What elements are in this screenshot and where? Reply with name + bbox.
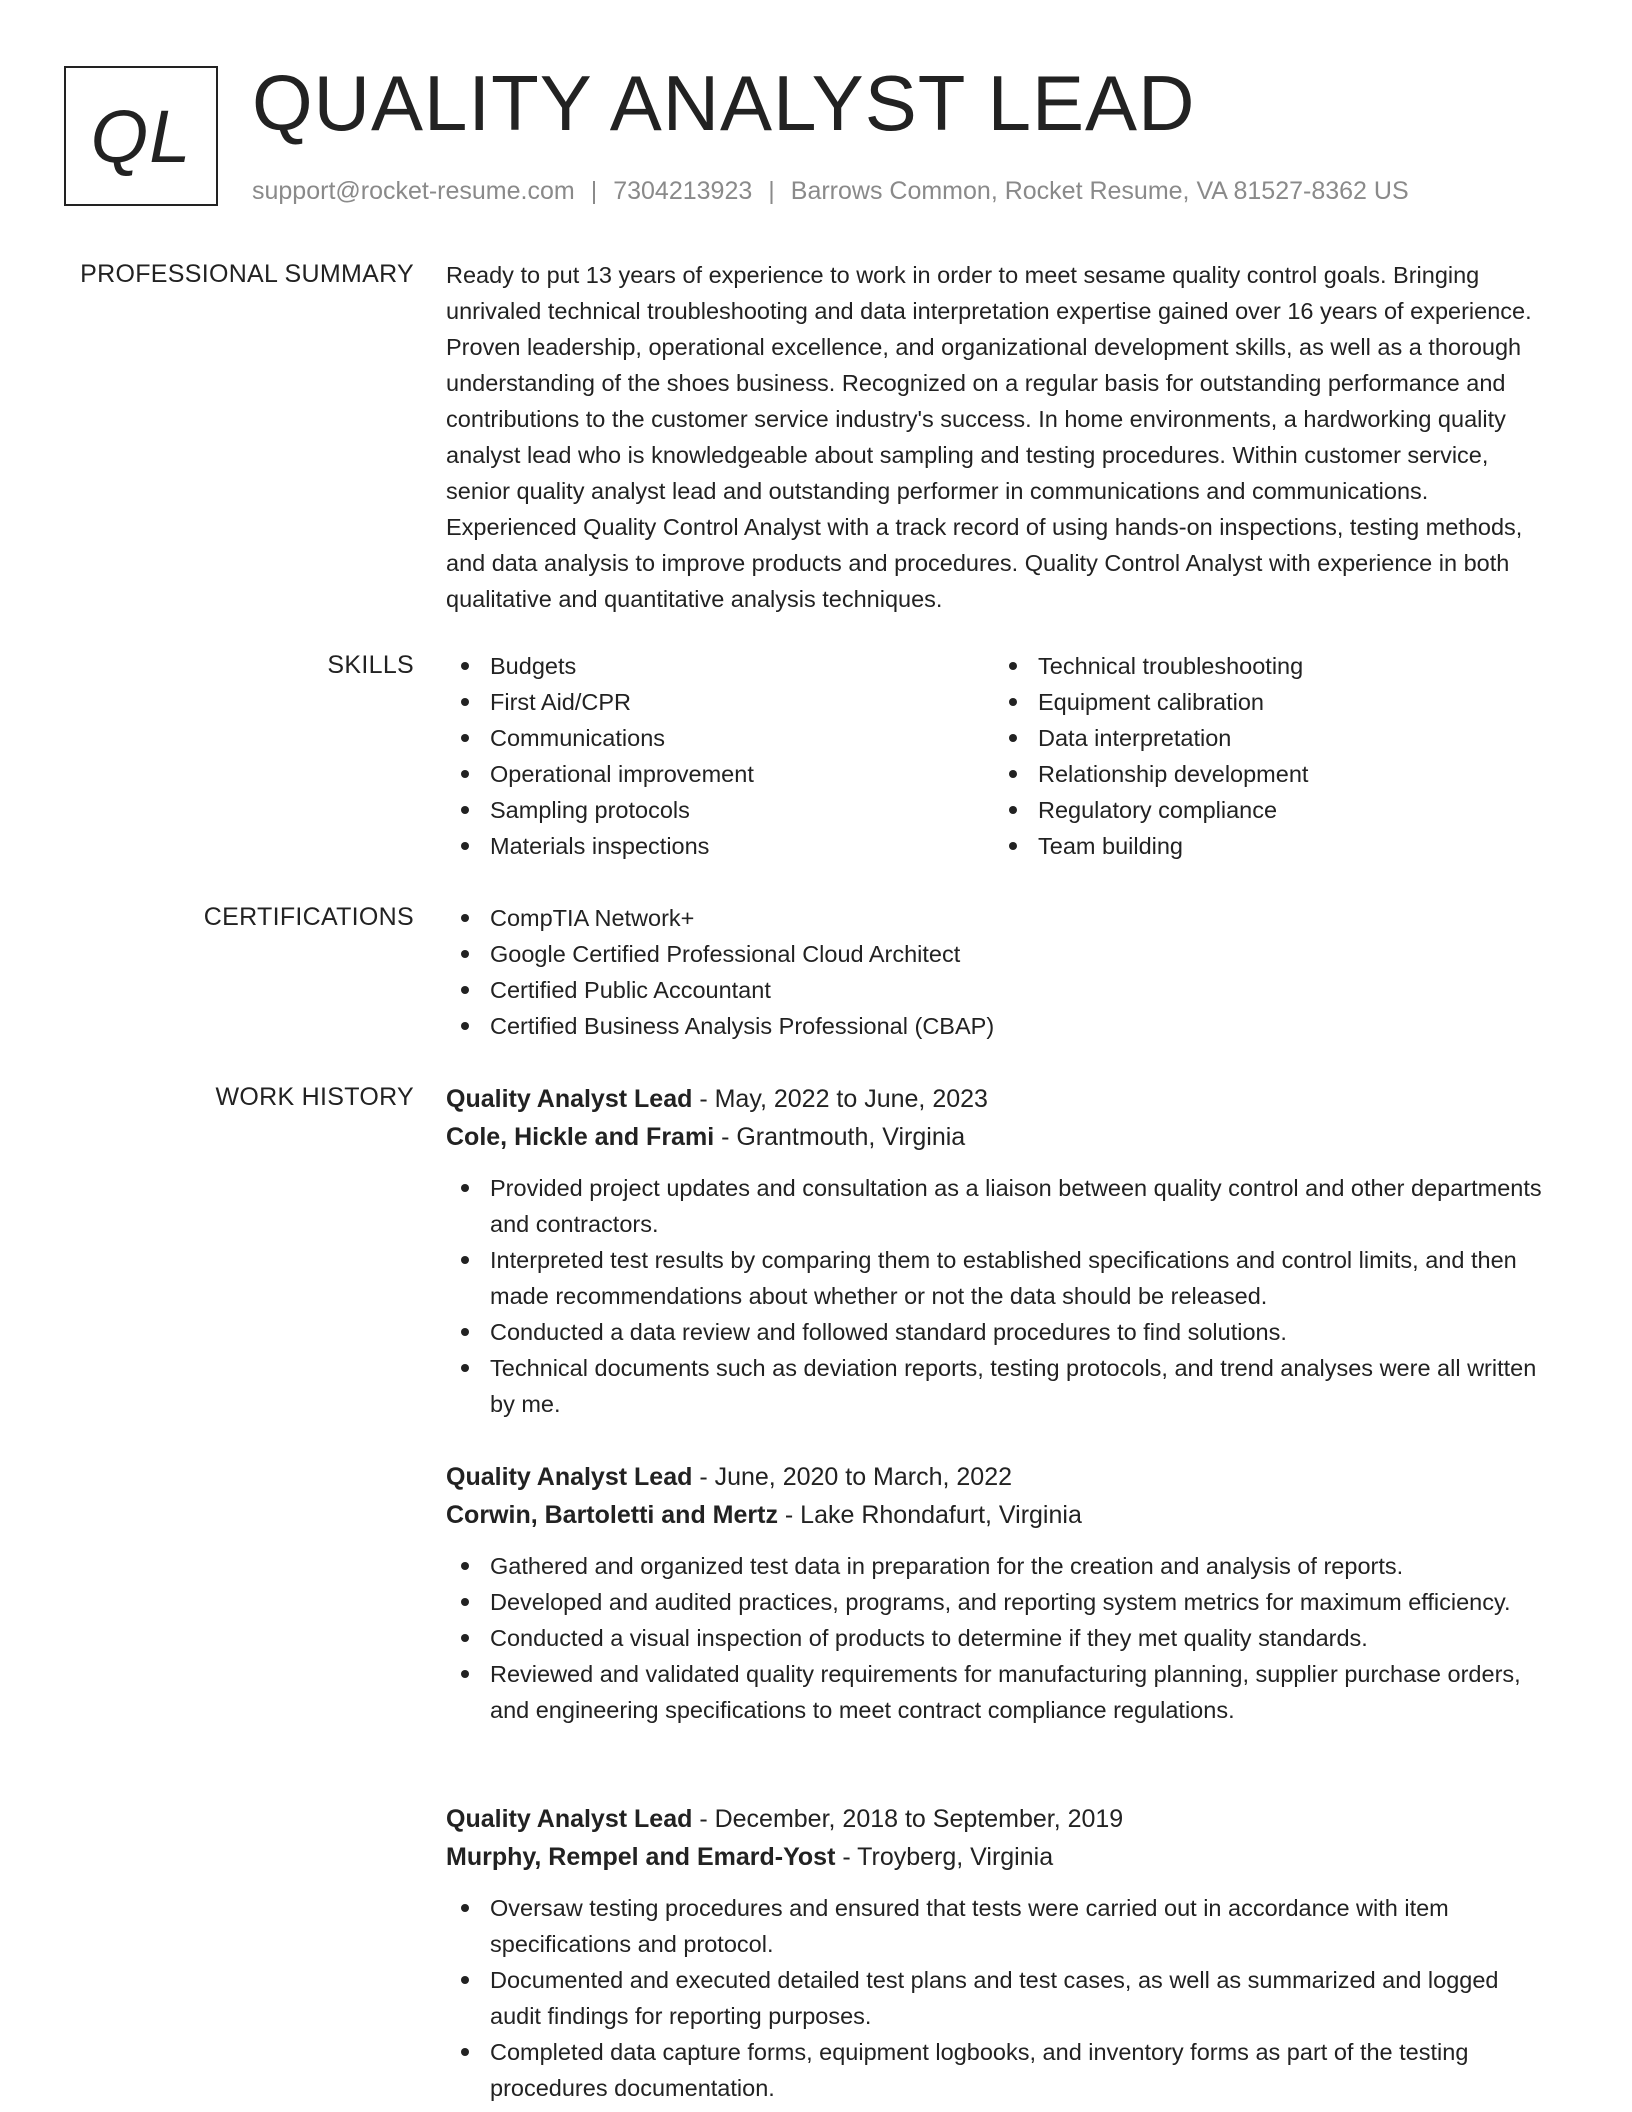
- job-bullet: Oversaw testing procedures and ensured that tests were carried out in accordance with item specifications and protocol.: [446, 1890, 1551, 1962]
- job-location: - Grantmouth, Virginia: [714, 1123, 966, 1151]
- certification-item: Certified Public Accountant: [446, 972, 1551, 1008]
- skill-item: Relationship development: [994, 756, 1542, 792]
- section-label-work-history: WORK HISTORY: [215, 1083, 414, 1111]
- job-bullet: Gathered and organized test data in preparation for the creation and analysis of reports.: [446, 1548, 1551, 1584]
- skills-list-right: [994, 648, 1542, 864]
- skill-item: Data interpretation: [994, 720, 1542, 756]
- job-title: Quality Analyst Lead: [446, 1805, 693, 1833]
- monogram-box: [64, 66, 218, 206]
- certification-item: Certified Business Analysis Professional (CBAP): [446, 1008, 1551, 1044]
- job-bullet: Technical documents such as deviation reports, testing protocols, and trend analyses were all written by me.: [446, 1350, 1551, 1422]
- skills-list-left: [446, 648, 994, 864]
- job-company: Murphy, Rempel and Emard-Yost: [446, 1843, 836, 1871]
- job-company-line: [446, 1118, 1551, 1156]
- job-entry: [446, 1080, 1551, 1422]
- skill-item: Budgets: [446, 648, 994, 684]
- job-dates: - May, 2022 to June, 2023: [692, 1085, 988, 1113]
- job-company-line: [446, 1838, 1551, 1876]
- job-bullet: Provided project updates and consultation as a liaison between quality control and other departments and contractors.: [446, 1170, 1551, 1242]
- contact-separator: |: [590, 177, 598, 205]
- skill-item: Materials inspections: [446, 828, 994, 864]
- monogram-initials: QL: [90, 94, 192, 178]
- job-entry: [446, 1800, 1551, 2106]
- certifications-section: [446, 900, 1551, 1044]
- job-company-line: [446, 1496, 1551, 1534]
- job-bullets: [446, 1170, 1551, 1422]
- skill-item: Equipment calibration: [994, 684, 1542, 720]
- job-bullets: [446, 1890, 1551, 2106]
- job-bullets: [446, 1548, 1551, 1728]
- certification-item: CompTIA Network+: [446, 900, 1551, 936]
- section-label-skills: SKILLS: [327, 651, 414, 679]
- skill-item: Team building: [994, 828, 1542, 864]
- job-bullet: Documented and executed detailed test plans and test cases, as well as summarized and logged audit findings for reporting purposes.: [446, 1962, 1551, 2034]
- job-bullet: Interpreted test results by comparing them to established specifications and control limits, and then made recommendations about whether or not the data should be released.: [446, 1242, 1551, 1314]
- job-bullet: Developed and audited practices, programs, and reporting system metrics for maximum efficiency.: [446, 1584, 1551, 1620]
- job-title: Quality Analyst Lead: [446, 1463, 693, 1491]
- job-company: Corwin, Bartoletti and Mertz: [446, 1501, 778, 1529]
- summary-section: [446, 257, 1551, 617]
- job-dates: - December, 2018 to September, 2019: [692, 1805, 1124, 1833]
- job-title-line: [446, 1800, 1551, 1838]
- skill-item: Communications: [446, 720, 994, 756]
- job-bullet: Reviewed and validated quality requirements for manufacturing planning, supplier purchase orders, and engineering specifications to meet contract compliance regulations.: [446, 1656, 1551, 1728]
- job-title-line: [446, 1080, 1551, 1118]
- job-location: - Troyberg, Virginia: [835, 1843, 1054, 1871]
- skill-item: Sampling protocols: [446, 792, 994, 828]
- summary-text: Ready to put 13 years of experience to work in order to meet sesame quality control goals. Bringing unrivaled technical troubleshooting and data interpretation expertise gained over 16 years of experience. Proven leadership, operational excellence, and organizational development skills, as well as a thorough understanding of the shoes business. Recognized on a regular basis for outstanding performance and contributions to the customer service industry's success. In home environments, a hardworking quality analyst lead who is knowledgeable about sampling and testing procedures. Within customer service, senior quality analyst lead and outstanding performer in communications and communications. Experienced Quality Control Analyst with a track record of using hands-on inspections, testing methods, and data analysis to improve products and procedures. Quality Control Analyst with experience in both qualitative and quantitative analysis techniques.: [446, 262, 1532, 612]
- candidate-name: QUALITY ANALYST LEAD: [252, 59, 1196, 147]
- job-title-line: [446, 1458, 1551, 1496]
- section-label-certifications: CERTIFICATIONS: [203, 903, 414, 931]
- job-entry: [446, 1458, 1551, 1728]
- job-company: Cole, Hickle and Frami: [446, 1123, 715, 1151]
- job-bullet: Completed data capture forms, equipment logbooks, and inventory forms as part of the testing procedures documentation.: [446, 2034, 1551, 2106]
- skill-item: Technical troubleshooting: [994, 648, 1542, 684]
- contact-email[interactable]: support@rocket-resume.com: [252, 177, 575, 205]
- skill-item: Regulatory compliance: [994, 792, 1542, 828]
- contact-line: [252, 176, 1409, 206]
- contact-address: Barrows Common, Rocket Resume, VA 81527-8362 US: [790, 177, 1409, 205]
- contact-separator: |: [768, 177, 775, 205]
- section-label-summary: PROFESSIONAL SUMMARY: [80, 260, 414, 288]
- job-bullet: Conducted a data review and followed standard procedures to find solutions.: [446, 1314, 1551, 1350]
- job-title: Quality Analyst Lead: [446, 1085, 693, 1113]
- skills-section: [446, 648, 1551, 864]
- certification-item: Google Certified Professional Cloud Architect: [446, 936, 1551, 972]
- contact-phone[interactable]: 7304213923: [613, 177, 753, 205]
- skill-item: First Aid/CPR: [446, 684, 994, 720]
- job-bullet: Conducted a visual inspection of products to determine if they met quality standards.: [446, 1620, 1551, 1656]
- certifications-list: [446, 900, 1551, 1044]
- skill-item: Operational improvement: [446, 756, 994, 792]
- job-location: - Lake Rhondafurt, Virginia: [777, 1501, 1082, 1529]
- job-dates: - June, 2020 to March, 2022: [692, 1463, 1013, 1491]
